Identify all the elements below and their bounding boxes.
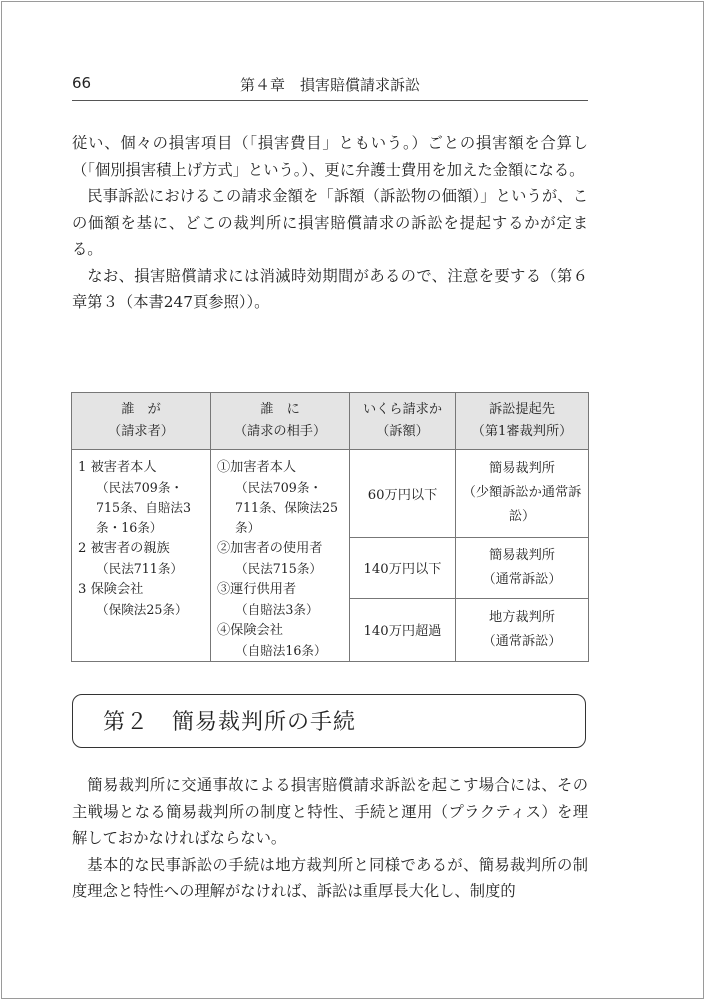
- court-cell: [456, 537, 589, 598]
- claimant-item: 3 保険会社: [78, 582, 144, 597]
- court-name: 地方裁判所: [489, 609, 555, 625]
- amount-cell: 140万円超過: [350, 598, 456, 661]
- defendant-item: ①加害者本人: [217, 460, 297, 475]
- defendant-item: ③運行供用者: [217, 582, 297, 597]
- court-note: （通常訴訟）: [482, 571, 562, 587]
- amount-cell: 140万円以下: [350, 537, 456, 598]
- court-note: （少額訴訟か通常訴訟）: [462, 485, 582, 525]
- body-text-bottom: [72, 772, 588, 905]
- body-text-top: [72, 130, 588, 316]
- defendant-note: （自賠法3条）: [235, 602, 319, 617]
- claimant-note: （保険法25条）: [96, 602, 188, 617]
- paragraph: 簡易裁判所に交通事故による損害賠償請求訴訟を起こす場合には、その主戦場となる簡易裁判所の制度と特性、手続と運用（プラクティス）を理解しておかなければならない。: [72, 776, 588, 847]
- court-name: 簡易裁判所: [489, 547, 555, 563]
- court-name: 簡易裁判所: [489, 461, 555, 477]
- table-row: [72, 450, 589, 538]
- running-title: 第４章 損害賠償請求訴訟: [239, 76, 420, 94]
- section-heading-box: [72, 694, 586, 748]
- claimant-item: 1 被害者本人: [78, 460, 157, 475]
- header-defendant: 誰 に （請求の相手）: [211, 393, 350, 450]
- defendant-note: （民法709条・711条、保険法25条）: [235, 480, 339, 535]
- paragraph: なお、損害賠償請求には消滅時効期間があるので、注意を要する（第６章第３（本書247頁参照））。: [72, 266, 588, 311]
- paragraph: 従い、個々の損害項目（「損害費目」ともいう。）ごとの損害額を合算し（「個別損害積上げ方式」という。）、更に弁護士費用を加えた金額になる。: [72, 134, 588, 179]
- page-header: [72, 74, 588, 101]
- claimant-note: （民法709条・715条、自賠法3条・16条）: [96, 480, 192, 535]
- paragraph: 基本的な民事訴訟の手続は地方裁判所と同様であるが、簡易裁判所の制度理念と特性への理解がなければ、訴訟は重厚長大化し、制度的: [72, 855, 588, 900]
- defendant-item: ②加害者の使用者: [217, 541, 323, 556]
- claimant-item: 2 被害者の親族: [78, 541, 170, 556]
- section-heading: 第２ 簡易裁判所の手続: [103, 710, 357, 735]
- claimant-cell: [72, 450, 211, 662]
- defendant-note: （民法715条）: [235, 561, 323, 576]
- court-note: （通常訴訟）: [482, 633, 562, 649]
- court-cell: [456, 450, 589, 538]
- header-amount: いくら請求か （訴額）: [350, 393, 456, 450]
- court-cell: [456, 598, 589, 661]
- page-number: 66: [72, 74, 92, 92]
- claimant-note: （民法711条）: [96, 561, 184, 576]
- defendant-cell: [211, 450, 350, 662]
- paragraph: 民事訴訟におけるこの請求金額を「訴額（訴訟物の価額）」というが、この価額を基に、どこの裁判所に損害賠償請求の訴訟を提起するかが定まる。: [72, 187, 588, 258]
- defendant-note: （自賠法16条）: [235, 643, 327, 658]
- defendant-item: ④保険会社: [217, 623, 283, 638]
- claims-table: [71, 392, 589, 662]
- table-header-row: [72, 393, 589, 450]
- amount-cell: 60万円以下: [350, 450, 456, 538]
- header-court: 訴訟提起先 （第1審裁判所）: [456, 393, 589, 450]
- header-claimant: 誰 が （請求者）: [72, 393, 211, 450]
